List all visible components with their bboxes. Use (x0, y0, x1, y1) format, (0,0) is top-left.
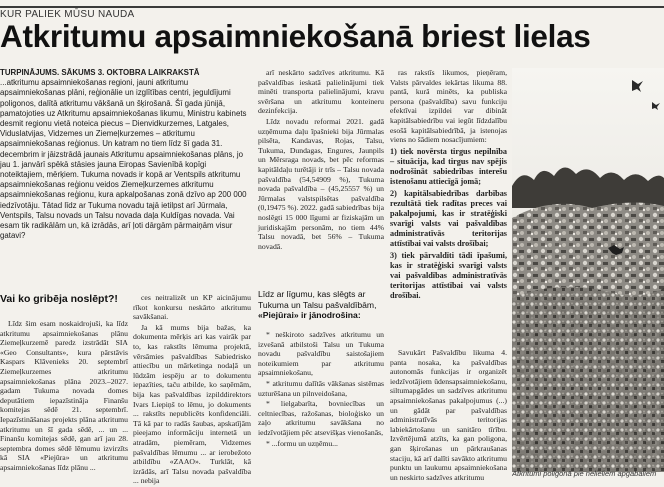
headline: Atkritumu apsaimniekošanā briest lielas (0, 18, 591, 54)
photo-caption: Atkritumi poligonā pie nelieliem apgabaliem (512, 469, 657, 478)
column-paragraph: Līdz šim esam noskaidrojuši, ka līdz atkritumu apsaimniekošanas plānu Ziemeļkurzemē paredz izstrādāt SIA «Geo Consultants», kura pārstāvis Kaspars Klāvenieks 20. septembrī Ziemeļkurzemes atkritumu apsaimniekošanas plāna 2023.–2027. gadam Tukuma novada domes deputātiem iepazīstināja Finanšu komitejas sēdē 21. septembrī. Iepazīstināšanas projekts plāna atkritumu atkritumu un šī gada sēdē, ... un ... Finanšu komitejas sēdē, gan arī jau 28. septembra domes sēdē lēmumu izvirzīts kā SIA «Piejūra» un atkritumu apsaimniekošanas līdz plānu ... (0, 319, 128, 472)
column-paragraph: Līdz novadu reformai 2021. gadā uzņēmuma daļu īpašnieki bija Jūrmalas pilsēta, Kandavas, Rojas, Talsu, Tukuma, Dundagas, Engures, Jaunpils un Mērsraga novads, bet pēc reformas kapitāldaļu turētāji ir trīs – Talsu novada pašvaldība (54,54909 %), Tukuma novada pašvaldība – (45,25557 %) un Jūrmalas valstspilsētas pašvaldība (0,19475 %). 2022. gadā sabiedrības bija noslēgti 15 000 līgumi ar fiziskajām un juridiskajām personām, no tiem 44% Talsu novadā, bet 56% – Tukuma novadā. (258, 116, 384, 251)
column-paragraph: Savukārt Pašvaldību likuma 4. panta nosaka, ka pašvaldības autonomās funkcijas ir organizēt iedzīvotājiem ūdensapsaimniekošanu, siltumapgādes un sadzīves atkritumu apsaimniekošanas pakalpojumus (...) un gādāt par pašvaldības administratīvās teritorijas labiekārtošanu un sanitāro tīrību. Izvērtējumā atzīts, ka gan poligona, gan šķirošanas un pārkraušanas staciju, kā arī dalīti savākto atkritumu punktu un laukumu apsaimniekošana un neskirto sadzīves atkritumu (390, 348, 507, 482)
column-1 (0, 319, 128, 474)
column-paragraph: Ja kā mums bija bažas, ka dokumenta mērķis ari kas vairāk par to, kas rakstīts lēmuma projektā, vērsāmies pašvaldības Sabiedrisko attiecību un mārketinga nodaļā un lūdzām iespēju ar to dokumentu iepazīties, taču atbilde, ko saņēmām, bija kas pašvaldības izpilddirektors Ivars Liepiņš to lēmu, jo dokuments ... rakstīts nepublicēts konfidenciāli. Tā kā par to radās šaubas, apskatījām pieejamo informāciju internetā un atradām, piemēram, Vidzemes pašvaldības lēmumu ... ar ierobežoto atbildību «ZAAO». Turklāt, kā izrādās, arī Talsu novada pašvaldība ... nebija (133, 322, 251, 486)
column-3-list (258, 330, 384, 449)
continuation-label: TURPINĀJUMS. SĀKUMS 3. OKTOBRA LAIKRAKSTĀ (0, 68, 200, 77)
list-item: * ...formu un uzņēmu... (266, 438, 338, 448)
numbered-point: 3) tiek pārvaldīti tādi īpašumi, kas ir stratēģiski svarīgi valsts vai pašvaldības administratīvās teritorijas attīstībai vai valsts drošībai. (390, 250, 507, 300)
kicker-text: KUR PALIEK MŪSU NAUDA (0, 9, 135, 20)
column-3 (258, 68, 384, 252)
numbered-point: 1) tiek novērsta tirgus nepilnība – situācija, kad tirgus nav spējis nodrošināt sabiedrības interešu istenošanu attiecīgā jomā; (390, 146, 507, 186)
column-paragraph: arī neskārto sadzīves atkritumu. Kā pašvaldības ieskatā palielinājumi tiek minēti transporta palielinājumi, kravu svēršana un atkritumu konteineru dezinfekcija. (258, 68, 384, 116)
list-item: * neškiroto sadzīves atkritumu un izvešanā atbilstoši Talsu un Tukuma novadu pašvaldību saistošajiem noteikumiem par atkritumu apsaimniekošanu, (258, 330, 384, 378)
callout-emphasis: «Piejūrai» ir jānodrošina: (258, 310, 361, 320)
column-paragraph: ces neitralizēt un KP aicinājumu rīkot konkursu neskārto atkritumu savākšanai. (133, 293, 251, 322)
column-4 (390, 68, 507, 303)
callout-box (258, 289, 384, 321)
list-item: * lielgabarīta, bovniecības un celtniecības, ražošanas, bioloģisko un zaļo atkritumu savākšana no iedzīvotājiem pēc atsevišķas vienošanās, (258, 399, 384, 437)
column-paragraph: ras rakstīs likumos, pieņēram, Valsts pārvaldes iekārtas likuma 88. pantā, kurā minēts, ka publiska persona (pašvaldība) savu funkciju efektīvai izpildei var dibināt kapitālsabiedrību vai iegūt līdzdalību esošā kapitālsabiedrībā, ja istenojas viens no šādiem nosacījumiem: (390, 68, 507, 145)
subheading-question: Vai ko gribēja noslēpt?! (0, 293, 118, 305)
landfill-photo (512, 68, 664, 472)
list-item: * atkritumu dalītās vākšanas sistēmas uzturēšana un pilnveidošana, (258, 378, 384, 398)
column-2 (133, 293, 251, 487)
callout-text: Līdz ar līgumu, kas slēgts ar Tukuma un Talsu pašvaldībām, (258, 289, 377, 310)
lead-paragraph (0, 68, 250, 241)
column-4-continued (390, 348, 507, 483)
lead-text: ...atkritumu apsaimniekošanas regioni, jauni atkritumu apsaimniekošanas plāni, reģionālie un izglītības centri, jeguldījumi poligonos, dalītā atkritumu vākšanā un šķirošanā. Šī gada jūnijā, pamatojoties uz Atkritumu apsaimniekošanas likumu, Ministru kabinets desmit regionu vietā noteica piecus – Dienvidkurzemes, Latgales, Viduslatvijas, Vidzemes un Ziemeļkurzemes – atkritumu apsaimniekošanas reģionus. Un katram no tiem līdz šī gada 31. decembrim ir jāizstrādā jaunais Atkritumu apsaimniekošanas plāns, jo jau 1. janvārī spēkā stāsies jauna Eiropas Savienībā kopīgi noteiktajiem, mērķiem. Tukuma novads ir kopā ar Ventspils atkritumu apsaimniekošanas reģionu veidos Ziemeļkurzemes atkritumu apsaimniekošanas reģionu, kura apkalpošanas zonā dzīvo ap 200 000 iedzīvotāju. Tātad līdz ar Tukuma novadu tajā ietilpst arī Jūrmala, Ventspils, Talsu novads un Talsu novada daļa Kuldīgas novada. Vai esam tik radikālām un, kā izrādās, arī ļoti dārgām pārmaiņām visur gatavi? (0, 78, 247, 241)
numbered-point: 2) kapitālsabiedrības darbības rezultātā tiek radītas preces vai pakalpojumi, kas ir stratēģiski svarīgi valsts vai pašvaldības administratīvās teritorijas attīstībai vai valsts drošībai; (390, 188, 507, 248)
landfill-photo-image (512, 68, 664, 472)
